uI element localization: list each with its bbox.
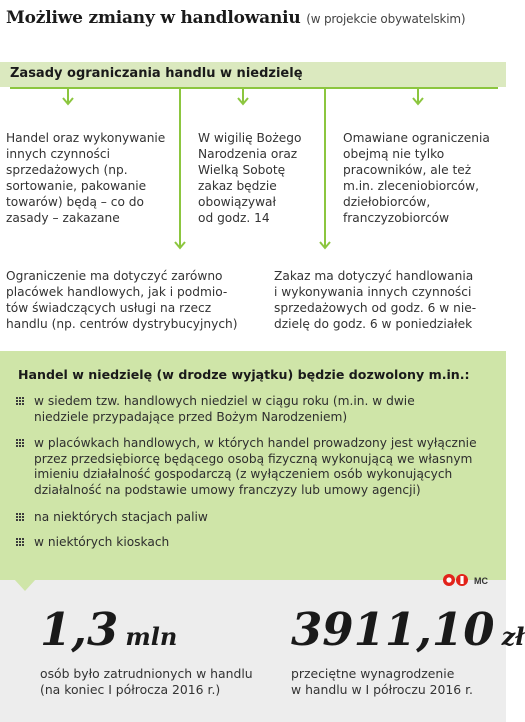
text-line: dzielę do godz. 6 w poniedziałek	[274, 317, 473, 331]
exception-item	[16, 394, 494, 425]
text-line: i wykonywania innych czynności	[274, 285, 472, 299]
text-line: zakaz będzie	[198, 179, 277, 193]
grid-bullet-icon	[16, 538, 25, 547]
stat-employment	[40, 603, 177, 656]
exception-item	[16, 510, 494, 526]
text-line: innych czynności	[6, 147, 110, 161]
text-line: obowiązywał	[198, 195, 276, 209]
rule-box-2	[198, 130, 318, 226]
text-line: Narodzenia oraz	[198, 147, 298, 161]
text-line: sprzedażowych (np.	[6, 163, 128, 177]
text-line: franczyzobiorców	[343, 211, 450, 225]
text-line: działalność na podstawie umowy franczyzy lub umowy agencji)	[34, 482, 421, 497]
text-line: m.in. zleceniobiorców,	[343, 179, 479, 193]
grid-bullet-icon	[16, 397, 25, 406]
stat-employment-caption	[40, 666, 280, 698]
stat-salary	[291, 603, 525, 656]
text-line: Handel oraz wykonywanie	[6, 131, 166, 145]
rule-box-5	[274, 268, 504, 332]
credit-text: MC	[474, 576, 488, 586]
rule-box-1	[6, 130, 178, 226]
section2-heading: Handel w niedzielę (w drodze wyjątku) będzie dozwolony m.in.:	[18, 367, 470, 382]
text-line: na niektórych stacjach paliw	[34, 510, 208, 524]
text-line: pracowników, ale też	[343, 163, 472, 177]
page-title: Możliwe zmiany w handlowaniu (w projekcie obywatelskim)	[6, 8, 466, 28]
corner-notch-decoration	[0, 579, 40, 593]
text-line: osób było zatrudnionych w handlu	[40, 666, 253, 681]
page-subtitle: (w projekcie obywatelskim)	[306, 12, 466, 26]
stat-salary-caption	[291, 666, 501, 698]
text-line: towarów) będą – co do	[6, 195, 144, 209]
text-line: przez przedsiębiorcę będącego osobą fizyczną wykonującą we własnym	[34, 451, 473, 466]
text-line: sortowanie, pakowanie	[6, 179, 147, 193]
stat-employment-value: 1,3	[40, 603, 119, 656]
text-line: przeciętne wynagrodzenie	[291, 666, 455, 681]
stat-salary-unit: zł	[501, 622, 525, 651]
exception-item	[16, 535, 494, 551]
text-line: w handlu w I półroczu 2016 r.	[291, 682, 473, 697]
stat-employment-unit: mln	[125, 622, 178, 651]
exceptions-box	[0, 351, 506, 580]
text-line: w niektórych kioskach	[34, 535, 170, 549]
text-line: Ograniczenie ma dotyczyć zarówno	[6, 269, 223, 283]
stat-salary-value: 3911,10	[291, 603, 495, 656]
text-line: Zakaz ma dotyczyć handlowania	[274, 269, 474, 283]
text-line: w placówkach handlowych, w których handel prowadzony jest wyłącznie	[34, 436, 477, 450]
text-line: handlu (np. centrów dystrybucyjnych)	[6, 317, 238, 331]
grid-bullet-icon	[16, 439, 25, 448]
text-line: (na koniec I półrocza 2016 r.)	[40, 682, 221, 697]
text-line: dziełobiorców,	[343, 195, 431, 209]
rule-box-4	[6, 268, 268, 332]
text-line: sprzedażowych od godz. 6 w nie-	[274, 301, 477, 315]
text-line: zasady – zakazane	[6, 211, 120, 225]
text-line: w siedem tzw. handlowych niedziel w ciągu roku (m.in. w dwie	[34, 394, 415, 408]
section1-band	[0, 62, 506, 87]
text-line: od godz. 14	[198, 211, 270, 225]
rule-box-3	[343, 130, 503, 226]
section1-heading: Zasady ograniczania handlu w niedzielę	[10, 66, 303, 81]
text-line: niedziele przypadające przed Bożym Narodzeniem)	[34, 409, 348, 424]
grid-bullet-icon	[16, 513, 25, 522]
text-line: imieniu działalność gospodarczą (z wyłączeniem osób wykonujących	[34, 467, 453, 481]
text-line: W wigilię Bożego	[198, 131, 302, 145]
exception-item	[16, 436, 494, 498]
text-line: placówek handlowych, jak i podmio-	[6, 285, 228, 299]
text-line: obejmą nie tylko	[343, 147, 445, 161]
text-line: Omawiane ograniczenia	[343, 131, 490, 145]
text-line: Wielką Sobotę	[198, 163, 286, 177]
text-line: tów świadczących usługi na rzecz	[6, 301, 212, 315]
publisher-logo	[442, 573, 502, 587]
